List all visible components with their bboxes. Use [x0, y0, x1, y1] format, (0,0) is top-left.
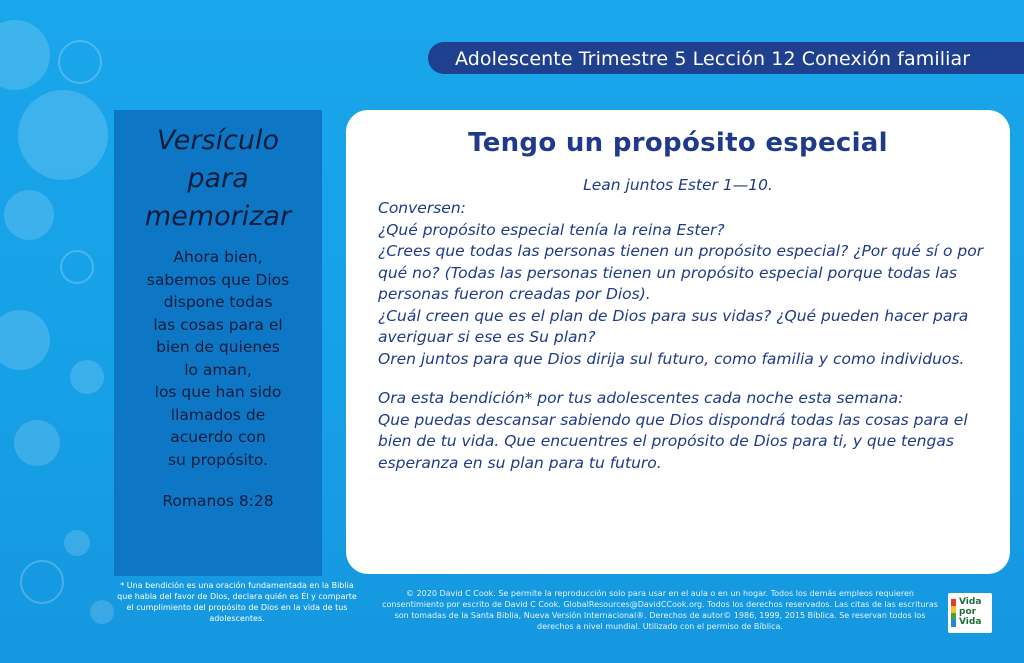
decorative-bubble — [90, 600, 114, 624]
discussion-question: ¿Qué propósito especial tenía la reina Ester? — [378, 220, 725, 239]
memory-verse-line: lo aman, — [184, 360, 252, 379]
discussion-question: ¿Cuál creen que es el plan de Dios para sus vidas? ¿Qué pueden hacer para averiguar si ese es Su plan? — [378, 306, 969, 346]
memory-verse-line: acuerdo con — [170, 428, 266, 446]
memory-verse-title-line: Versículo — [156, 125, 280, 156]
memory-verse-line: sabemos que Dios — [146, 270, 290, 289]
decorative-bubble — [64, 530, 90, 556]
decorative-bubble — [4, 190, 54, 240]
decorative-bubble — [20, 560, 64, 604]
prayer-instruction: Oren juntos para que Dios dirija sul futuro, como familia y como individuos. — [378, 349, 965, 368]
spacer — [378, 370, 998, 388]
lesson-card — [346, 110, 1010, 574]
reading-instruction: Lean juntos Ester 1—10. — [583, 176, 773, 194]
discuss-label: Conversen: — [378, 199, 466, 217]
logo-line: Vida — [959, 597, 982, 607]
memory-verse-line: su propósito. — [167, 450, 269, 469]
memory-verse-line: bien de quienes — [156, 338, 280, 356]
logo-line: Vida — [959, 617, 982, 627]
logo-stripe — [951, 599, 956, 606]
logo-stripe — [951, 620, 956, 627]
logo-stripe — [951, 613, 956, 620]
decorative-bubble — [18, 90, 108, 180]
logo-stripes-icon — [951, 599, 956, 627]
copyright-notice: © 2020 David C Cook. Se permite la reproducción solo para usar en el aula o en un hogar. Todos los demás empleos requieren consentimiento por escrito de David C Cook. GlobalResources@DavidCCook.org. Todos los derechos reservados. Las citas de las escrituras son tomadas de la Santa Biblia, Nueva Versión Internacional®. Derechos de autor© 1986, 1999, 2015 Bíblica. Se reservan todos los derechos a nivel mundial. Utilizado con el permiso de Bíblica. — [382, 589, 938, 631]
lesson-title: Tengo un propósito especial — [468, 128, 888, 158]
decorative-bubble — [60, 250, 94, 284]
logo-stripe — [951, 606, 956, 613]
memory-verse-line: las cosas para el — [153, 315, 283, 334]
blessing-footnote: * Una bendición es una oración fundamentada en la Biblia que habla del favor de Dios, declara quién es Él y comparte el cumplimiento del propósito de Dios en la vida de tus adolescentes. — [117, 581, 357, 623]
decorative-bubble — [14, 420, 60, 466]
vida-por-vida-logo — [948, 593, 992, 633]
blessing-text: Que puedas descansar sabiendo que Dios dispondrá todas las cosas para el bien de tu vida. Que encuentres el propósito de Dios para ti, y que tengas esperanza en su plan para tu futuro. — [378, 410, 968, 472]
logo-text — [959, 597, 991, 627]
decorative-bubble — [0, 310, 50, 370]
decorative-bubble — [70, 360, 104, 394]
memory-verse-reference: Romanos 8:28 — [162, 492, 274, 510]
memory-verse-text — [114, 246, 322, 471]
blessing-intro: Ora esta bendición* por tus adolescentes cada noche esta semana: — [378, 389, 904, 407]
memory-verse-line: los que han sido — [154, 383, 282, 401]
memory-verse-panel — [114, 110, 322, 576]
memory-verse-title — [114, 122, 322, 236]
logo-line: por — [959, 607, 977, 617]
memory-verse-line: Ahora bien, — [173, 248, 263, 266]
header-title: Adolescente Trimestre 5 Lección 12 Conexión familiar — [455, 48, 971, 70]
memory-verse-title-line: para — [187, 163, 249, 194]
decorative-bubble — [0, 20, 50, 90]
decorative-bubble — [58, 40, 102, 84]
memory-verse-line: llamados de — [170, 405, 266, 424]
discussion-question: ¿Crees que todas las personas tienen un propósito especial? ¿Por qué sí o por qué no? (Todas las personas tienen un propósito especial porque todas las personas fueron creadas por Dios). — [378, 242, 984, 303]
memory-verse-line: dispone todas — [163, 293, 273, 311]
lesson-body — [378, 198, 998, 474]
memory-verse-title-line: memorizar — [144, 201, 292, 232]
